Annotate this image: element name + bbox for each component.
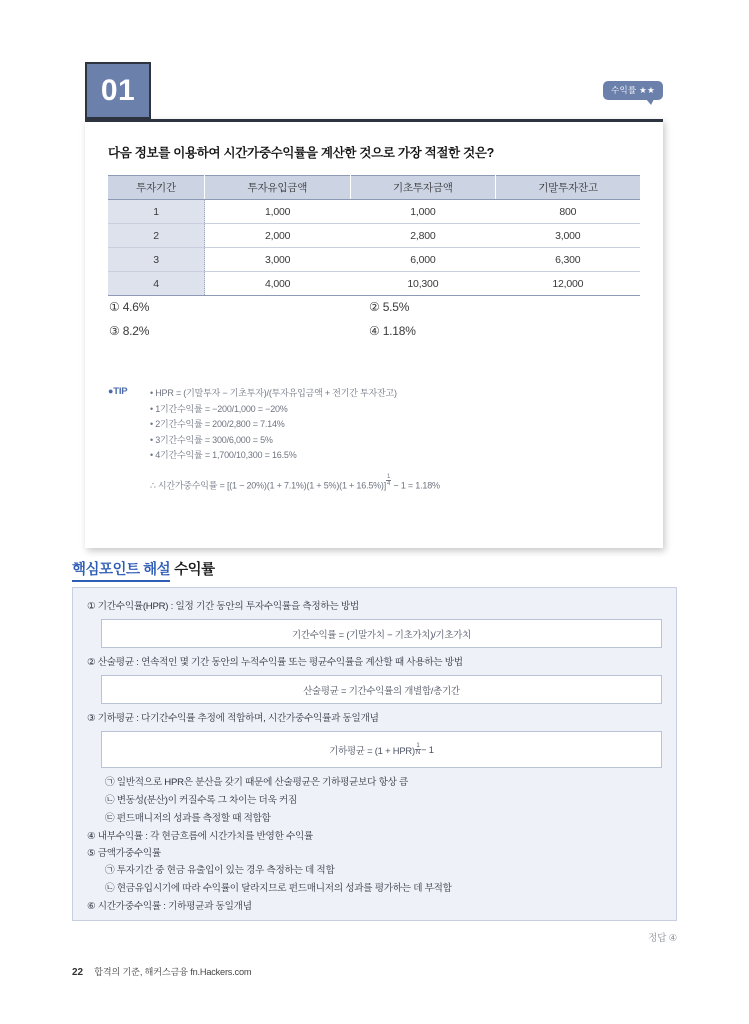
tip-line: • HPR = (기말투자 − 기초투자)/(투자유입금액 + 전기간 투자잔고) bbox=[150, 388, 397, 398]
explanation-heading bbox=[72, 558, 215, 579]
page-number: 22 bbox=[72, 967, 84, 978]
tip-conclusion bbox=[150, 474, 440, 494]
choice-1[interactable]: ① 4.6% bbox=[109, 300, 150, 314]
question-prompt: 다음 정보를 이용하여 시간가중수익률을 계산한 것으로 가장 적절한 것은? bbox=[108, 146, 494, 160]
explanation-heading-label: 핵심포인트 해설 bbox=[72, 562, 170, 582]
tip-label: TIP bbox=[113, 386, 128, 397]
cell-period: 4 bbox=[108, 272, 205, 296]
choice-3[interactable]: ③ 8.2% bbox=[109, 324, 150, 338]
tip-conclusion-suffix: − 1 = 1.18% bbox=[391, 479, 440, 490]
brand-text: 합격의 기준, 해커스금융 fn.Hackers.com bbox=[94, 967, 252, 977]
choice-row bbox=[109, 324, 629, 338]
table-row bbox=[108, 248, 640, 272]
explanation-item-1: ① 기간수익률(HPR) : 일정 기간 동안의 투자수익률을 측정하는 방법 bbox=[87, 601, 359, 612]
cell-initial: 2,800 bbox=[350, 224, 496, 248]
tip-lines bbox=[150, 386, 440, 493]
geometric-formula-suffix: − 1 bbox=[421, 744, 434, 755]
question-header bbox=[85, 62, 663, 120]
question-card bbox=[85, 119, 663, 548]
cell-initial: 10,300 bbox=[350, 272, 496, 296]
formula-box-arithmetic: 산술평균 = 기간수익률의 개별합/총기간 bbox=[101, 675, 662, 704]
explanation-item-5: ⑤ 금액가중수익률 bbox=[87, 848, 161, 859]
explanation-sub-item-b: ㉡ 변동성(분산)이 커질수록 그 차이는 더욱 커짐 bbox=[105, 795, 298, 806]
geometric-exponent-numerator: 1 bbox=[416, 743, 420, 749]
cell-ending: 3,000 bbox=[496, 224, 640, 248]
tip-line: • 4기간수익률 = 1,700/10,300 = 16.5% bbox=[150, 450, 297, 460]
question-number-box bbox=[85, 62, 151, 119]
table-row bbox=[108, 224, 640, 248]
explanation-sub-item-d: ㉠ 투자기간 중 현금 유출입이 있는 경우 측정하는 데 적합 bbox=[105, 865, 335, 876]
cell-ending: 12,000 bbox=[496, 272, 640, 296]
explanation-item-2: ② 산술평균 : 연속적인 몇 기간 동안의 누적수익률 또는 평균수익률을 계산할 때 사용하는 방법 bbox=[87, 657, 463, 668]
cell-period: 1 bbox=[108, 200, 205, 224]
table-row bbox=[108, 272, 640, 296]
geometric-formula-prefix: 기하평균 = (1 + HPR) bbox=[329, 744, 415, 756]
tip-line: • 1기간수익률 = −200/1,000 = −20% bbox=[150, 403, 288, 414]
table-header-row bbox=[108, 176, 640, 200]
col-header-period: 투자기간 bbox=[108, 176, 205, 200]
cell-inflow: 3,000 bbox=[205, 248, 351, 272]
col-header-initial: 기초투자금액 bbox=[350, 176, 496, 200]
badge-tail-icon bbox=[646, 99, 654, 105]
geometric-exponent-denominator: N bbox=[415, 750, 421, 756]
choice-2[interactable]: ② 5.5% bbox=[369, 300, 410, 314]
choice-4[interactable]: ④ 1.18% bbox=[369, 324, 416, 338]
topic-difficulty-badge bbox=[603, 81, 663, 100]
explanation-item-4: ④ 내부수익률 : 각 현금흐름에 시간가치를 반영한 수익률 bbox=[87, 831, 314, 842]
question-number: 01 bbox=[100, 73, 136, 107]
cell-initial: 6,000 bbox=[350, 248, 496, 272]
tip-conclusion-prefix: ∴ 시간가중수익률 = [(1 − 20%)(1 + 7.1%)(1 + 5%)(1 + 16.5%)] bbox=[150, 479, 387, 490]
cell-initial: 1,000 bbox=[350, 200, 496, 224]
col-header-inflow: 투자유입금액 bbox=[205, 176, 351, 200]
tip-line: • 3기간수익률 = 300/6,000 = 5% bbox=[150, 434, 273, 445]
location-pin-icon: ● bbox=[108, 386, 114, 396]
explanation-heading-topic: 수익률 bbox=[174, 562, 215, 578]
cell-inflow: 4,000 bbox=[205, 272, 351, 296]
tip-heading bbox=[108, 386, 127, 397]
explanation-sub-item-c: ㉢ 펀드매니저의 성과를 측정할 때 적합함 bbox=[105, 813, 271, 824]
tip-exponent-numerator: 1 bbox=[387, 473, 391, 480]
cell-ending: 6,300 bbox=[496, 248, 640, 272]
table-row bbox=[108, 200, 640, 224]
explanation-body bbox=[72, 587, 677, 921]
cell-period: 2 bbox=[108, 224, 205, 248]
explanation-sub-item-a: ㉠ 일반적으로 HPR은 분산을 갖기 때문에 산술평균은 기하평균보다 항상 큼 bbox=[105, 777, 409, 788]
correct-answer-label: 정답 ④ bbox=[648, 933, 677, 944]
explanation-item-6: ⑥ 시간가중수익률 : 기하평균과 동일개념 bbox=[87, 901, 252, 912]
formula-box-geometric bbox=[101, 731, 662, 768]
page-footer bbox=[72, 964, 251, 978]
explanation-item-3: ③ 기하평균 : 다기간수익률 추정에 적합하며, 시간가중수익률과 동일개념 bbox=[87, 713, 379, 724]
investment-data-table bbox=[108, 175, 640, 296]
topic-difficulty-label: 수익률 ★★ bbox=[610, 85, 655, 95]
cell-inflow: 2,000 bbox=[205, 224, 351, 248]
tip-exponent-denominator: 4 bbox=[387, 480, 391, 487]
tip-line: • 2기간수익률 = 200/2,800 = 7.14% bbox=[150, 419, 285, 429]
cell-inflow: 1,000 bbox=[205, 200, 351, 224]
answer-choices bbox=[109, 300, 629, 348]
choice-row bbox=[109, 300, 629, 314]
explanation-sub-item-e: ㉡ 현금유입시기에 따라 수익률이 달라지므로 펀드매니저의 성과를 평가하는 데 부적합 bbox=[105, 883, 452, 894]
cell-period: 3 bbox=[108, 248, 205, 272]
formula-box-hpr: 기간수익률 = (기말가치 − 기초가치)/기초가치 bbox=[101, 619, 662, 648]
col-header-ending: 기말투자잔고 bbox=[496, 176, 640, 200]
cell-ending: 800 bbox=[496, 200, 640, 224]
